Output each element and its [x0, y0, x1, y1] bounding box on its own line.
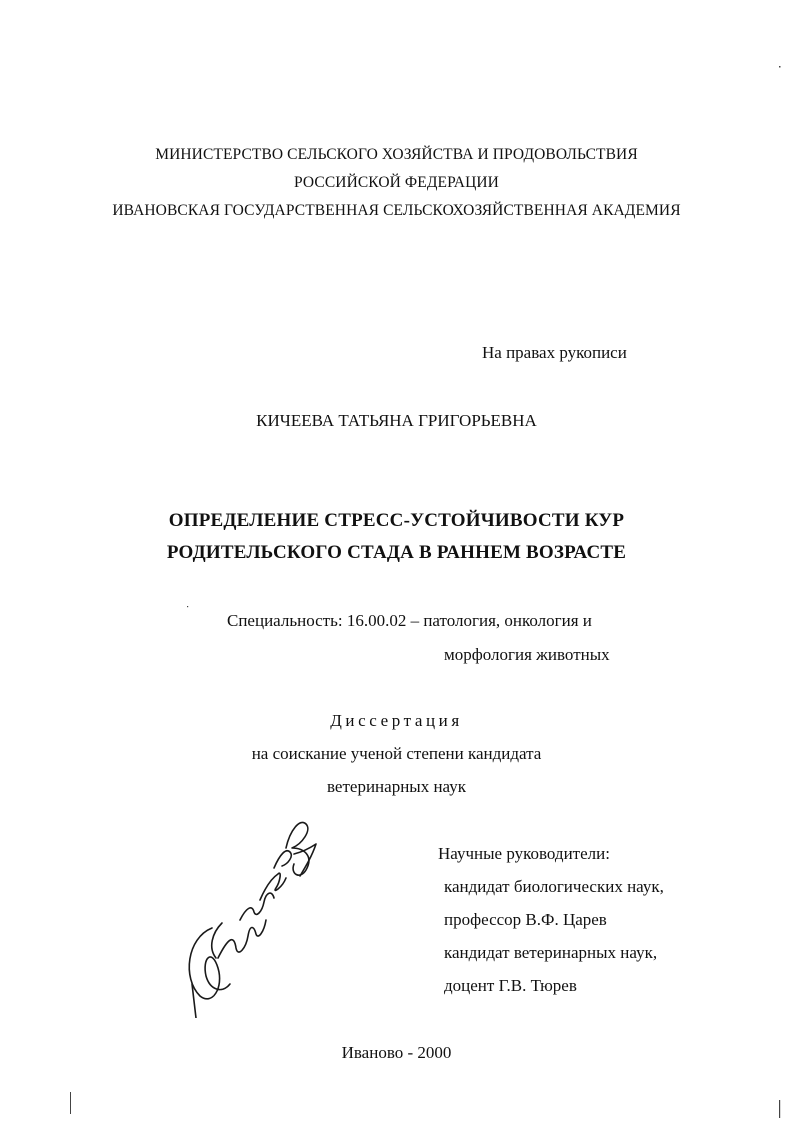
ministry-header-line-2: РОССИЙСКОЙ ФЕДЕРАЦИИ	[294, 174, 499, 191]
thesis-title-line-2: РОДИТЕЛЬСКОГО СТАДА В РАННЕМ ВОЗРАСТЕ	[166, 542, 627, 563]
dissertation-label: Диссертация	[330, 711, 463, 730]
thesis-title-line-1: ОПРЕДЕЛЕНИЕ СТРЕСС-УСТОЙЧИВОСТИ КУР	[168, 510, 625, 531]
supervisor-2-degree: кандидат ветеринарных наук,	[444, 943, 658, 962]
degree-line-2: ветеринарных наук	[327, 777, 466, 796]
specialty-line-1: Специальность: 16.00.02 – патология, онкология и	[227, 611, 592, 630]
author-name: КИЧЕЕВА ТАТЬЯНА ГРИГОРЬЕВНА	[256, 411, 537, 430]
supervisor-1-degree: кандидат биологических наук,	[444, 877, 664, 896]
supervisor-2-name: доцент Г.В. Тюрев	[444, 976, 577, 995]
supervisor-1-name: профессор В.Ф. Царев	[444, 910, 607, 929]
degree-line-1: на соискание ученой степени кандидата	[251, 744, 542, 763]
specialty-line-2: морфология животных	[444, 645, 610, 664]
academy-header: ИВАНОВСКАЯ ГОСУДАРСТВЕННАЯ СЕЛЬСКОХОЗЯЙСТВЕННАЯ АКАДЕМИЯ	[112, 202, 681, 219]
ministry-header-line-1: МИНИСТЕРСТВО СЕЛЬСКОГО ХОЗЯЙСТВА И ПРОДОВОЛЬСТВИЯ	[155, 146, 638, 163]
place-and-year: Иваново - 2000	[341, 1043, 452, 1062]
manuscript-rights-note: На правах рукописи	[482, 343, 627, 362]
signature-icon	[182, 808, 332, 1018]
supervisors-heading: Научные руководители:	[438, 844, 610, 863]
